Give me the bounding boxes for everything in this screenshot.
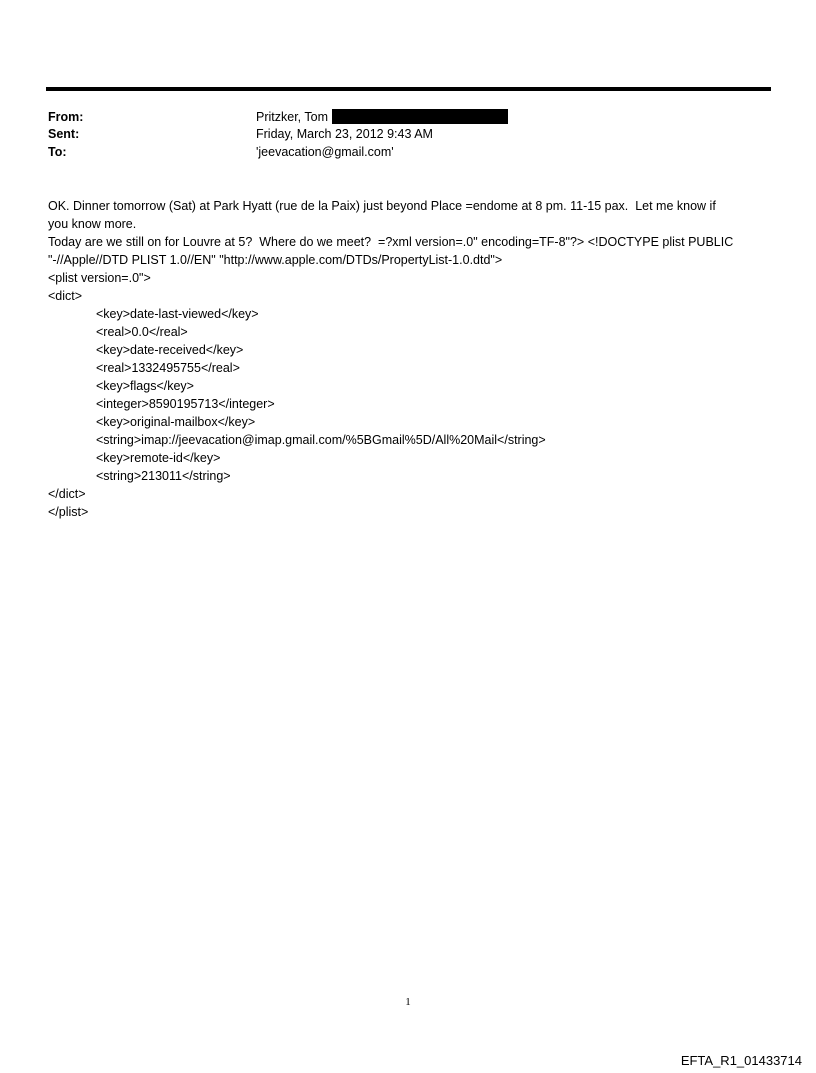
to-value: 'jeevacation@gmail.com' xyxy=(256,145,394,159)
body-line: <key>remote-id</key> xyxy=(96,451,221,465)
from-value-group xyxy=(256,109,508,126)
body-line: <string>imap://jeevacation@imap.gmail.com/%5BGmail%5D/All%20Mail</string> xyxy=(96,433,546,447)
body-line: <key>date-last-viewed</key> xyxy=(96,307,259,321)
body-line: <key>original-mailbox</key> xyxy=(96,415,256,429)
body-line: <integer>8590195713</integer> xyxy=(96,397,275,411)
redaction-block xyxy=(332,109,508,124)
page-number: 1 xyxy=(405,996,411,1008)
body-line: <key>flags</key> xyxy=(96,379,194,393)
body-line: you know more. xyxy=(48,217,137,231)
body-line: </plist> xyxy=(48,505,89,519)
from-value: Pritzker, Tom xyxy=(256,110,329,124)
sent-value: Friday, March 23, 2012 9:43 AM xyxy=(256,127,433,141)
body-line: <key>date-received</key> xyxy=(96,343,244,357)
body-line: Today are we still on for Louvre at 5? Where do we meet? =?xml version=.0" encoding=TF-8"?> <!DOCTYPE plist PUBLIC xyxy=(48,235,734,249)
to-label: To: xyxy=(48,145,67,159)
body-line: <real>1332495755</real> xyxy=(96,361,240,375)
from-label: From: xyxy=(48,110,84,124)
body-line: OK. Dinner tomorrow (Sat) at Park Hyatt (rue de la Paix) just beyond Place =endome at 8 pm. 11-15 pax. Let me know if xyxy=(48,199,716,213)
header-rule xyxy=(46,87,771,91)
email-body xyxy=(48,197,773,521)
body-line: <string>213011</string> xyxy=(96,469,231,483)
body-line: "-//Apple//DTD PLIST 1.0//EN" "http://www.apple.com/DTDs/PropertyList-1.0.dtd"> xyxy=(48,253,503,267)
body-line: <plist version=.0"> xyxy=(48,271,151,285)
sent-label: Sent: xyxy=(48,127,80,141)
body-line: </dict> xyxy=(48,487,86,501)
bates-number: EFTA_R1_01433714 xyxy=(680,1053,802,1068)
body-line: <real>0.0</real> xyxy=(96,325,188,339)
body-line: <dict> xyxy=(48,289,83,303)
